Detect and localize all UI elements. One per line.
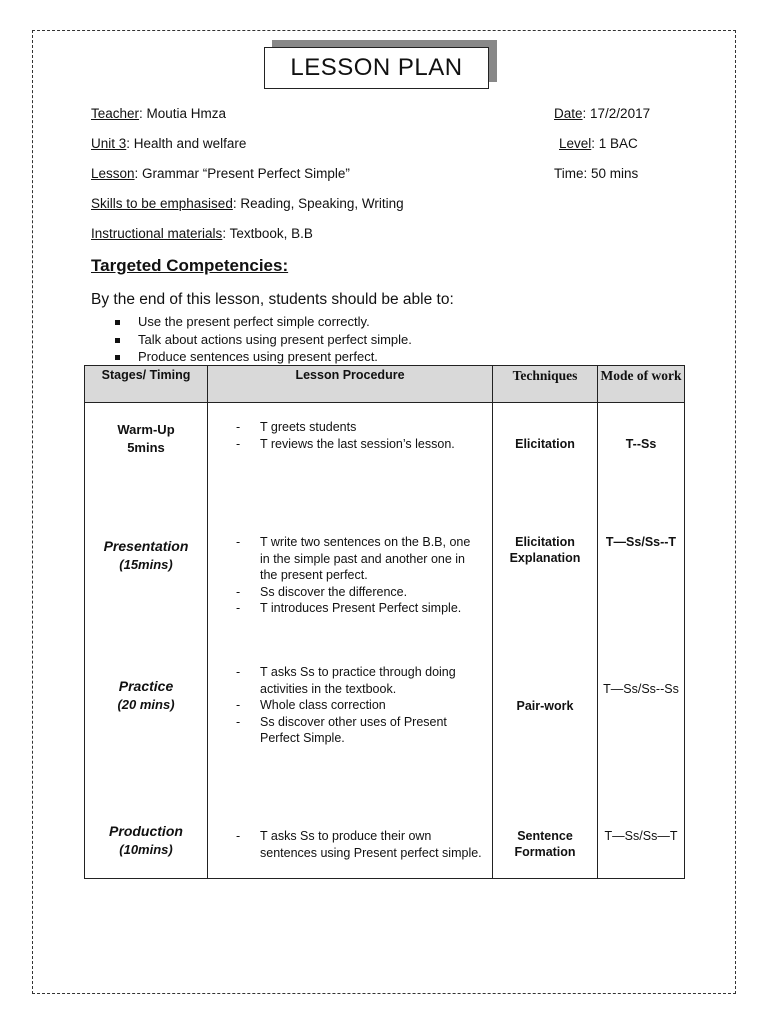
technique (493, 828, 597, 860)
table-row (85, 403, 685, 879)
lesson-field (91, 166, 350, 181)
date-label: Date (554, 106, 583, 121)
header-mode: Mode of work (598, 366, 685, 403)
objective-item: Produce sentences using present perfect. (115, 348, 412, 366)
date-value: : 17/2/2017 (582, 106, 651, 121)
mode-of-work: T—Ss/Ss--T (605, 535, 677, 549)
lesson-label: Lesson (91, 166, 135, 181)
stage-name: Warm-Up (117, 422, 175, 437)
procedure-step: - Ss discover other uses of Present Perfect Simple. (236, 714, 482, 747)
time-value: 50 mins (587, 166, 639, 181)
technique: Elicitation (515, 437, 575, 451)
stage-name: Production (109, 823, 183, 839)
stage-production (85, 823, 207, 857)
techniques-column (493, 403, 598, 879)
procedure-step: - T introduces Present Perfect simple. (236, 600, 482, 617)
skills-label: Skills to be emphasised (91, 196, 233, 211)
materials-label: Instructional materials (91, 226, 223, 241)
stage-name: Presentation (103, 538, 189, 554)
procedure-step: - T greets students (236, 419, 482, 436)
procedure-list (236, 664, 482, 747)
header-procedure: Lesson Procedure (208, 366, 493, 403)
objectives-list (115, 313, 412, 366)
unit-value: : Health and welfare (126, 136, 247, 151)
lesson-value: : Grammar “Present Perfect Simple” (134, 166, 350, 181)
procedure-step: - T asks Ss to produce their own sentences using Present perfect simple. (236, 828, 482, 861)
stages-column (85, 403, 208, 879)
header-stages: Stages/ Timing (85, 366, 208, 403)
date-field (554, 106, 650, 121)
skills-value: : Reading, Speaking, Writing (232, 196, 404, 211)
technique: Pair-work (516, 699, 574, 713)
competencies-intro: By the end of this lesson, students should be able to: (91, 291, 454, 308)
stage-timing: (20 mins) (117, 697, 175, 712)
stage-timing: 5mins (127, 440, 165, 455)
mode-of-work: T—Ss/Ss--Ss (603, 682, 679, 696)
procedure-step: - T write two sentences on the B.B, one in the simple past and another one in the present perfect. (236, 534, 482, 584)
time-field (554, 166, 638, 181)
unit-field (91, 136, 246, 151)
procedure-step: - T asks Ss to practice through doing activities in the textbook. (236, 664, 482, 697)
table-header-row (85, 366, 685, 403)
teacher-value: : Moutia Hmza (139, 106, 227, 121)
objective-item: Talk about actions using present perfect simple. (115, 331, 412, 349)
procedure-list (236, 534, 482, 617)
technique-line: Formation (514, 845, 576, 859)
level-label: Level (559, 136, 592, 151)
teacher-field (91, 106, 226, 121)
stage-practice (85, 678, 207, 712)
procedure-step: - Whole class correction (236, 697, 482, 714)
page-title: LESSON PLAN (264, 47, 489, 89)
skills-field (91, 196, 404, 211)
technique-line: Explanation (509, 551, 581, 565)
unit-label: Unit 3 (91, 136, 127, 151)
stage-presentation (85, 538, 207, 572)
stage-name: Practice (118, 678, 174, 694)
mode-of-work: T—Ss/Ss—T (604, 829, 678, 843)
time-label: Time: (554, 166, 588, 181)
technique-line: Sentence (517, 829, 573, 843)
technique (493, 534, 597, 566)
procedure-step: - Ss discover the difference. (236, 584, 482, 601)
technique-line: Elicitation (515, 535, 575, 549)
stage-timing: (15mins) (119, 557, 173, 572)
procedure-step: - T reviews the last session’s lesson. (236, 436, 482, 453)
level-value: : 1 BAC (591, 136, 638, 151)
objective-item: Use the present perfect simple correctly. (115, 313, 412, 331)
mode-column (598, 403, 685, 879)
procedure-column (208, 403, 493, 879)
stage-timing: (10mins) (119, 842, 173, 857)
header-techniques: Techniques (493, 366, 598, 403)
procedure-list (236, 419, 482, 452)
stage-warmup (85, 422, 207, 455)
level-field (559, 136, 638, 151)
mode-of-work: T--Ss (625, 437, 657, 451)
lesson-table (84, 365, 685, 879)
materials-value: : Textbook, B.B (222, 226, 313, 241)
teacher-label: Teacher (91, 106, 140, 121)
competencies-heading: Targeted Competencies: (91, 256, 289, 275)
procedure-list (236, 828, 482, 861)
materials-field (91, 226, 313, 241)
